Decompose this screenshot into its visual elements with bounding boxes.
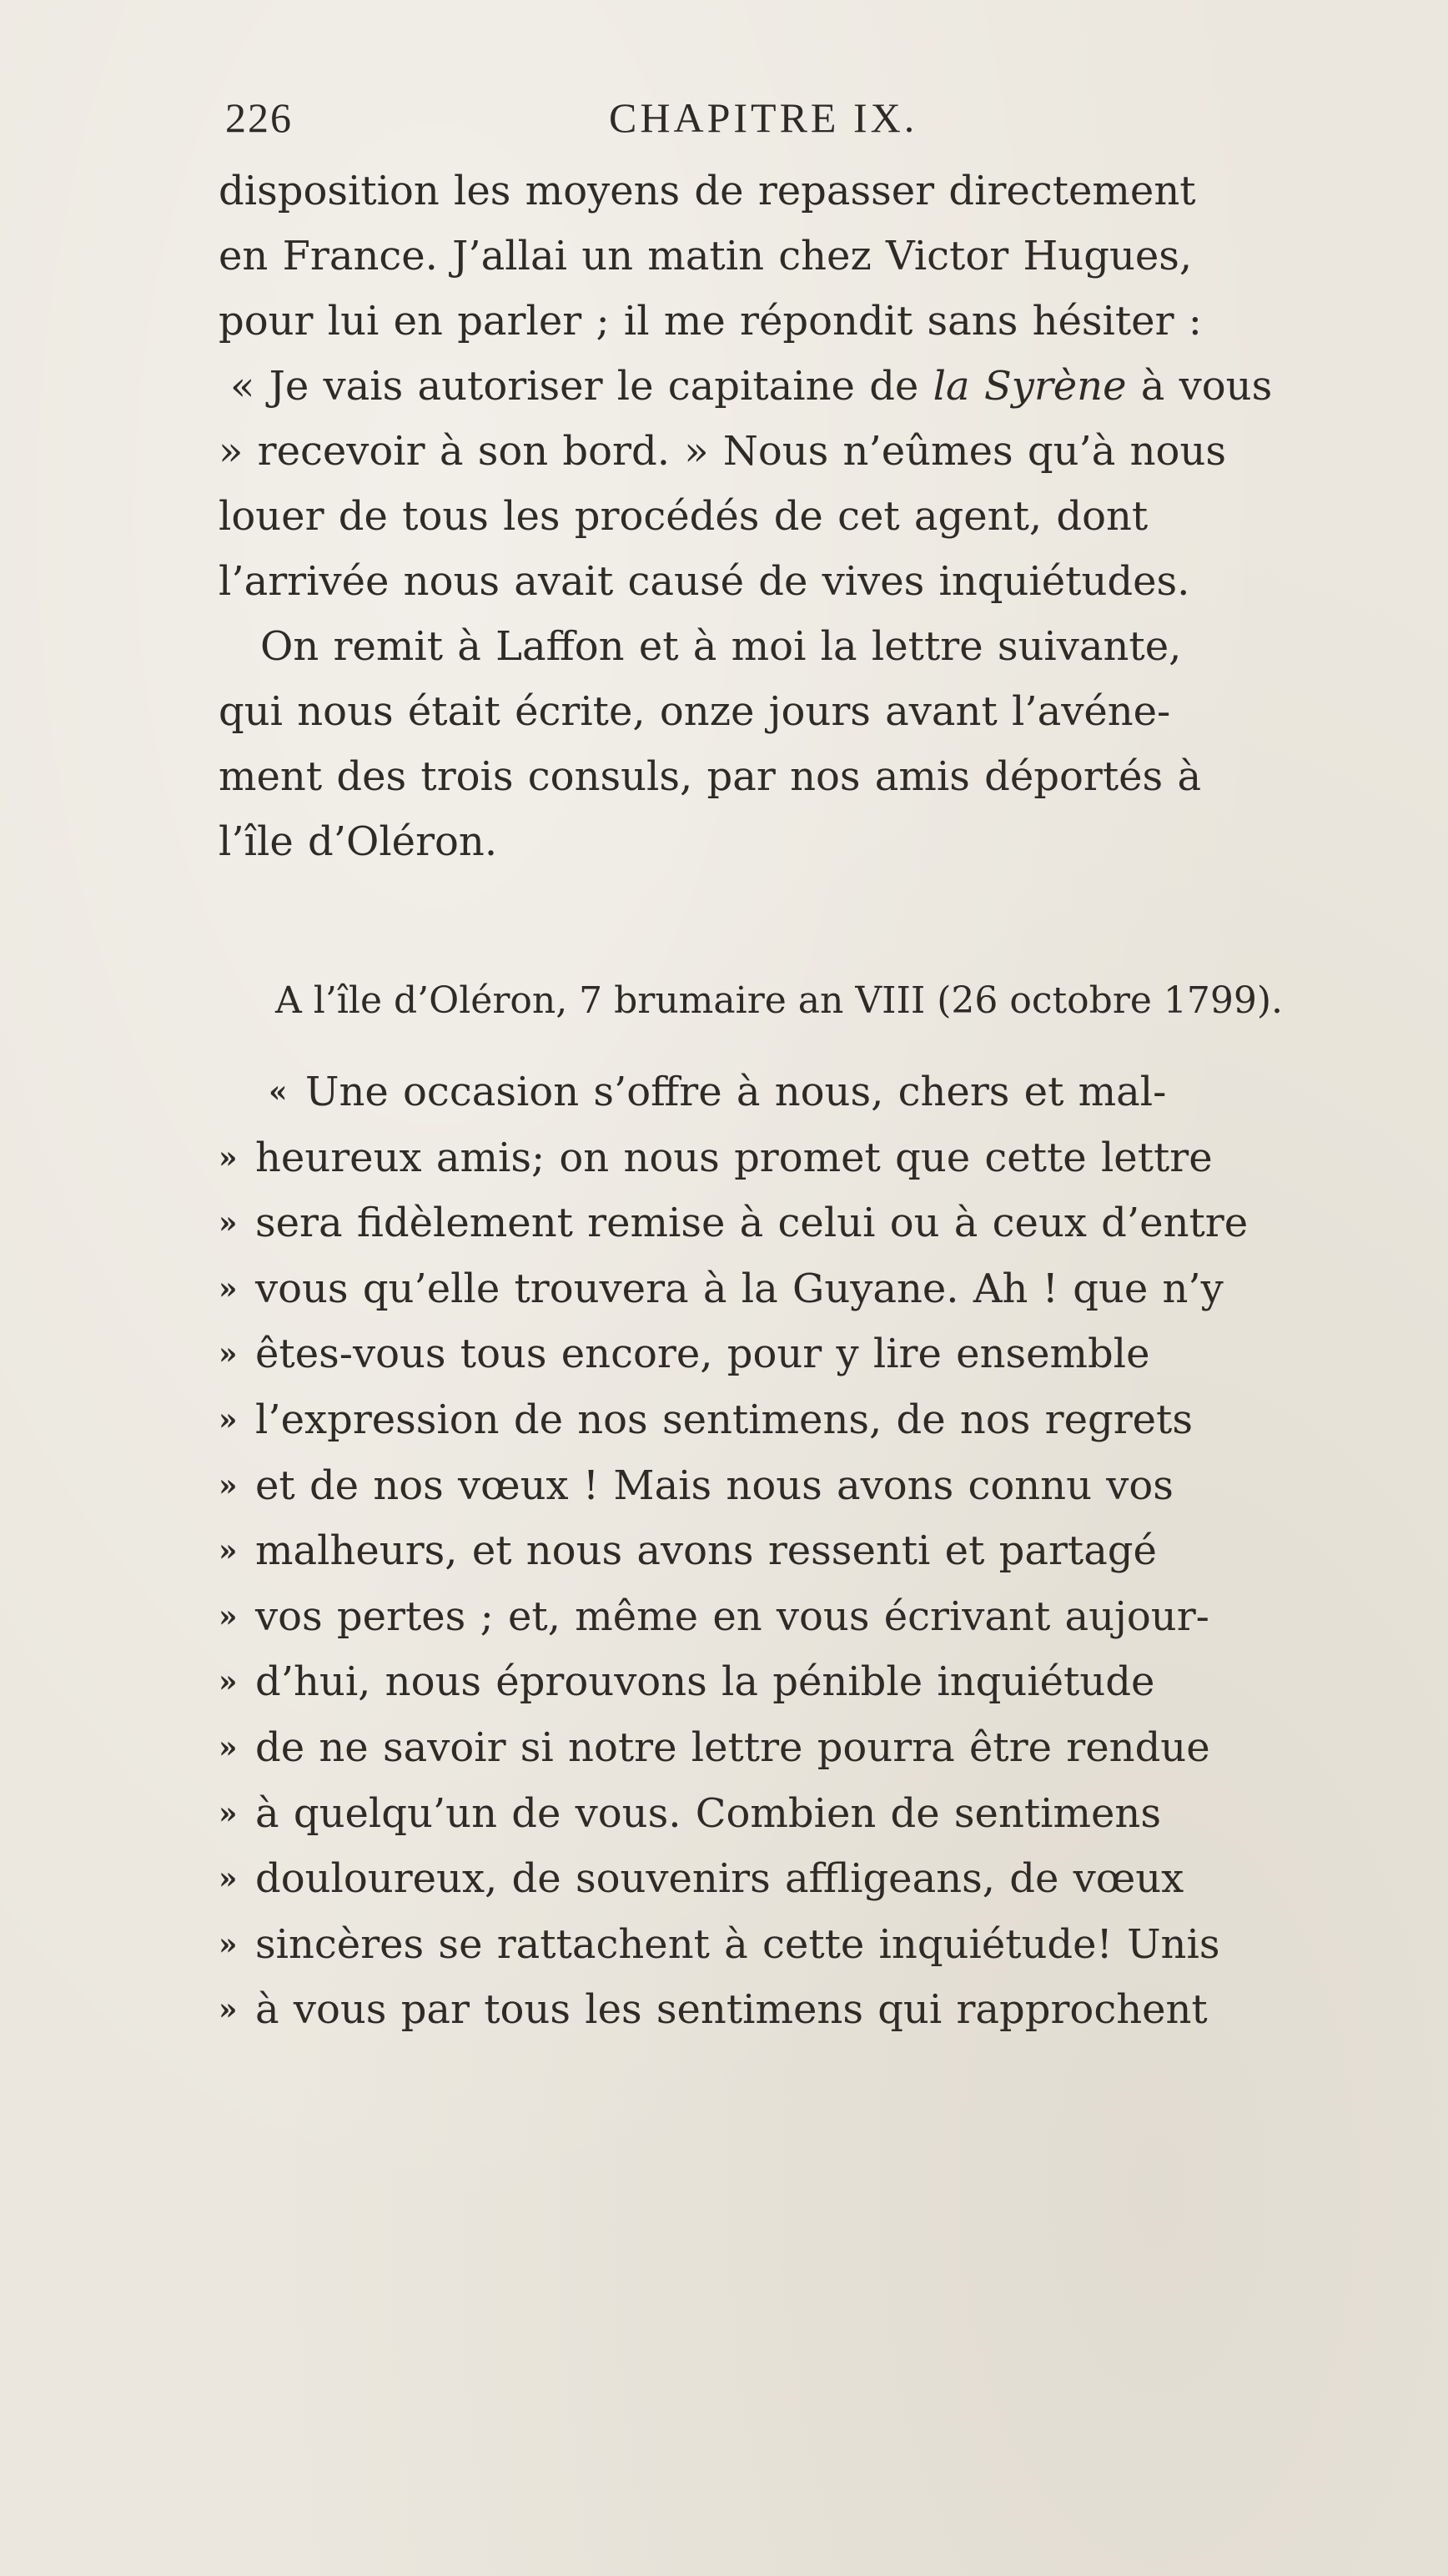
letter-line xyxy=(219,1846,1336,1912)
letter-line xyxy=(219,1059,1336,1125)
letter-line-text: êtes-vous tous encore, pour y lire ensemble xyxy=(255,1331,1150,1378)
letter-line xyxy=(219,1190,1336,1256)
chapter-title: CHAPITRE IX. xyxy=(609,94,918,141)
line-text: l’île d’Oléron. xyxy=(219,818,498,865)
text-line xyxy=(219,744,1336,809)
letter-line-text: sera fidèlement remise à celui ou à ceux d’entre xyxy=(255,1200,1249,1247)
text-line xyxy=(219,354,1336,419)
letter-line-text: Une occasion s’offre à nous, chers et mal- xyxy=(305,1069,1167,1115)
text-line xyxy=(219,419,1336,484)
letter-line xyxy=(219,1977,1336,2043)
line-text: disposition les moyens de repasser directement xyxy=(219,168,1196,214)
quote-mark: » xyxy=(219,1664,238,1700)
letter-body xyxy=(219,1059,1336,2043)
text-line xyxy=(219,484,1336,549)
quote-mark: » xyxy=(219,1598,238,1634)
quote-mark: » xyxy=(219,1336,238,1372)
ship-name: la Syrène xyxy=(933,363,1127,410)
letter-line xyxy=(219,1125,1336,1191)
line-text: » recevoir à son bord. » Nous n’eûmes qu’à nous xyxy=(219,428,1226,475)
letter-line-text: à vous par tous les sentimens qui rapprochent xyxy=(255,1986,1208,2034)
letter-line-text: heureux amis; on nous promet que cette lettre xyxy=(255,1134,1213,1181)
line-text: pour lui en parler ; il me répondit sans hésiter : xyxy=(219,298,1202,345)
line-text: en France. J’allai un matin chez Victor Hugues, xyxy=(219,233,1193,279)
letter-line-text: à quelqu’un de vous. Combien de sentimens xyxy=(255,1789,1161,1837)
quote-mark: » xyxy=(219,1861,238,1897)
letter-line xyxy=(219,1256,1336,1322)
letter-line-text: malheurs, et nous avons ressenti et partagé xyxy=(255,1527,1157,1575)
quote-mark: » xyxy=(219,1926,238,1962)
letter-line-text: d’hui, nous éprouvons la pénible inquiétude xyxy=(255,1658,1155,1706)
letter-line-text: de ne savoir si notre lettre pourra être rendue xyxy=(255,1723,1210,1771)
quote-mark: » xyxy=(219,1992,238,2028)
line-text: « Je vais autoriser le capitaine de xyxy=(230,363,919,410)
text-line xyxy=(219,158,1336,224)
quote-mark: « xyxy=(269,1074,288,1109)
line-text: On remit à Laffon et à moi la lettre suivante, xyxy=(260,623,1182,670)
text-line xyxy=(219,289,1336,354)
text-line xyxy=(219,549,1336,614)
letter-line xyxy=(219,1912,1336,1978)
line-text: à vous xyxy=(1140,363,1273,410)
text-line xyxy=(219,224,1336,289)
line-text: qui nous était écrite, onze jours avant l’avéne- xyxy=(219,688,1171,735)
letter-line-text: et de nos vœux ! Mais nous avons connu vos xyxy=(255,1462,1174,1509)
text-line xyxy=(219,614,1336,679)
letter-line-text: vos pertes ; et, même en vous écrivant aujour- xyxy=(255,1592,1209,1640)
letter-dateline: A l’île d’Oléron, 7 brumaire an VIII (26 octobre 1799). xyxy=(275,979,1284,1022)
letter-line-text: vous qu’elle trouvera à la Guyane. Ah ! que n’y xyxy=(255,1265,1224,1312)
text-line xyxy=(219,679,1336,744)
quote-mark: » xyxy=(219,1467,238,1503)
letter-line-text: douloureux, de souvenirs affligeans, de vœux xyxy=(255,1855,1184,1903)
running-header xyxy=(225,93,1360,152)
letter-line xyxy=(219,1321,1336,1387)
letter-line xyxy=(219,1453,1336,1519)
letter-line-text: l’expression de nos sentimens, de nos regrets xyxy=(255,1396,1193,1443)
body-text xyxy=(219,158,1336,874)
quote-mark: » xyxy=(219,1401,238,1437)
quote-mark: » xyxy=(219,1729,238,1765)
text-line xyxy=(219,809,1336,874)
letter-line xyxy=(219,1715,1336,1781)
line-text: l’arrivée nous avait causé de vives inquiétudes. xyxy=(219,558,1190,605)
line-text: louer de tous les procédés de cet agent, dont xyxy=(219,493,1149,540)
quote-mark: » xyxy=(219,1140,238,1175)
letter-line xyxy=(219,1584,1336,1650)
letter-line xyxy=(219,1649,1336,1715)
quote-mark: » xyxy=(219,1795,238,1831)
letter-line-text: sincères se rattachent à cette inquiétude! Unis xyxy=(255,1920,1220,1968)
letter-line xyxy=(219,1781,1336,1847)
letter-line xyxy=(219,1518,1336,1584)
letter-line xyxy=(219,1387,1336,1453)
quote-mark: » xyxy=(219,1533,238,1569)
quote-mark: » xyxy=(219,1205,238,1241)
line-text: ment des trois consuls, par nos amis déportés à xyxy=(219,753,1202,800)
quote-mark: » xyxy=(219,1270,238,1306)
page-number: 226 xyxy=(225,94,293,141)
